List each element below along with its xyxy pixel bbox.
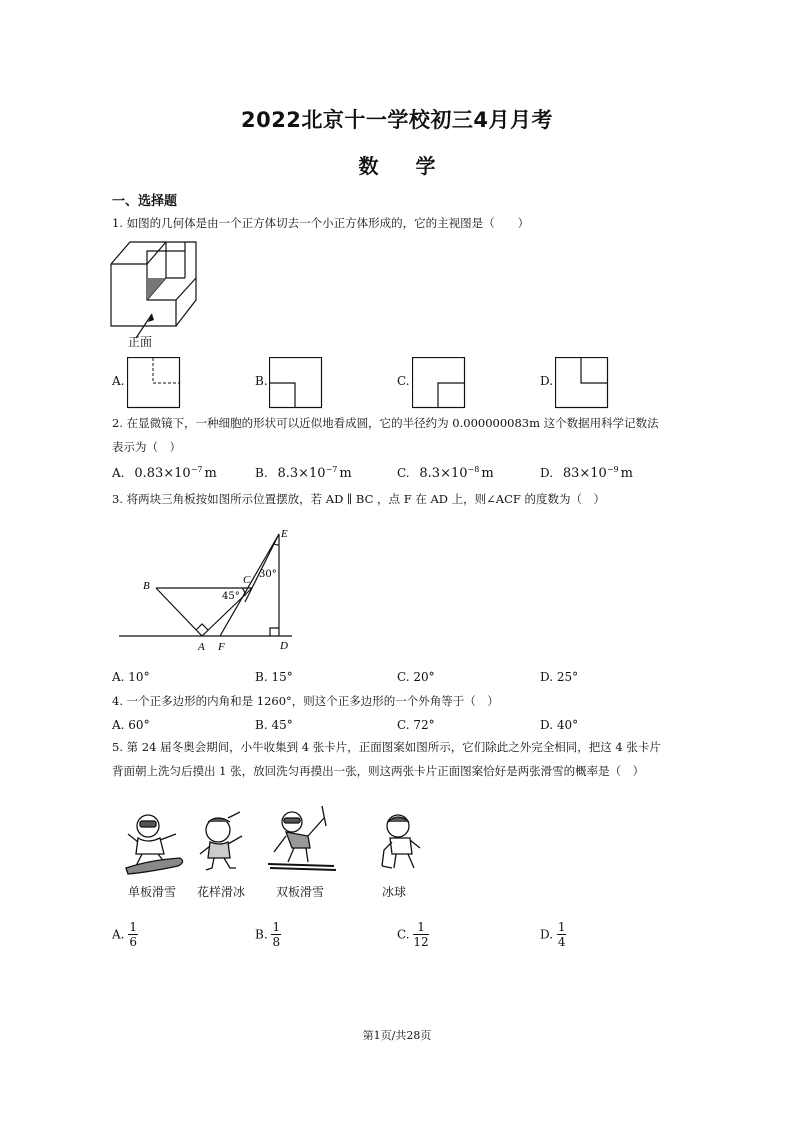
q5-option-d[interactable] (540, 920, 566, 949)
q3-label-a: A (198, 641, 205, 653)
q2-option-a-exponent: −7 (190, 465, 203, 474)
q2-option-a-letter: A. (112, 466, 125, 480)
q5-option-c-letter: C. (397, 927, 410, 942)
q1-option-d-label: D. (540, 374, 554, 388)
q1-option-d-figure[interactable] (555, 357, 609, 409)
q1-option-a-label: A. (112, 374, 125, 388)
q3-label-d: D (280, 640, 288, 652)
q2-option-d-mantissa: 83×10 (562, 466, 607, 481)
question-2-line1: 2. 在显微镜下，一种细胞的形状可以近似地看成圆，它的半径约为 0.000000083m 这个数据用科学记数法 (112, 416, 659, 430)
q1-solid-figure (108, 238, 200, 356)
question-3-text: 3. 将两块三角板按如图所示位置摆放，若 AD ∥ BC ，点 F 在 AD 上，则∠ACF 的度数为（ ） (112, 492, 606, 506)
q2-option-a[interactable] (112, 465, 217, 481)
q5-option-c-numerator: 1 (413, 920, 428, 935)
page-title: 2022北京十一学校初三4月月考 (240, 108, 554, 132)
q2-option-c[interactable] (397, 465, 494, 481)
q2-option-a-mantissa: 0.83×10 (134, 466, 191, 481)
q5-option-b-denominator: 8 (272, 935, 281, 949)
q2-option-d-unit: m (620, 466, 633, 481)
q2-option-b-exponent: −7 (325, 465, 338, 474)
q5-option-d-denominator: 4 (557, 935, 566, 949)
q2-option-b-unit: m (339, 466, 352, 481)
question-5-line2: 背面朝上洗匀后摸出 1 张，放回洗匀再摸出一张，则这两张卡片正面图案恰好是两张滑雪的概率是（ ） (112, 764, 645, 778)
q3-triangle-figure (112, 522, 302, 658)
page-footer: 第1页/共28页 (362, 1029, 432, 1042)
card-label-figure-skating: 花样滑冰 (197, 885, 246, 899)
q4-option-d[interactable]: D. 40° (540, 718, 579, 732)
q5-option-d-numerator: 1 (557, 920, 566, 934)
q5-option-b-fraction (271, 920, 281, 949)
q1-option-a-figure[interactable] (127, 357, 181, 409)
q3-label-e: E (281, 528, 288, 540)
q3-option-a[interactable]: A. 10° (112, 670, 150, 684)
q5-option-d-fraction (557, 920, 567, 949)
q2-option-d-letter: D. (540, 466, 554, 480)
q5-option-a-numerator: 1 (129, 920, 137, 934)
q2-option-c-letter: C. (397, 466, 410, 480)
q2-option-c-exponent: −8 (467, 465, 480, 474)
q5-option-a-denominator: 6 (129, 935, 137, 949)
q1-option-c-figure[interactable] (412, 357, 466, 409)
q3-angle-30: 30° (259, 569, 277, 580)
question-4-text: 4. 一个正多边形的内角和是 1260°，则这个正多边形的一个外角等于（ ） (112, 694, 499, 708)
subject-title: 数 学 (358, 154, 436, 178)
card-label-ski: 双板滑雪 (276, 885, 325, 899)
q2-option-b[interactable] (255, 465, 352, 481)
section-heading: 一、选择题 (112, 194, 178, 209)
q1-option-b-label: B. (255, 374, 268, 388)
q3-option-c[interactable]: C. 20° (397, 670, 435, 684)
q5-option-c-fraction (413, 920, 428, 949)
q1-option-b-figure[interactable] (269, 357, 323, 409)
question-5-line1: 5. 第 24 届冬奥会期间，小牛收集到 4 张卡片，正面图案如图所示，它们除此之外完全相同，把这 4 张卡片 (112, 740, 661, 754)
q5-option-a-letter: A. (112, 927, 125, 942)
card-label-snowboard: 单板滑雪 (128, 885, 177, 899)
q5-option-a[interactable] (112, 920, 138, 949)
q2-option-d-exponent: −9 (606, 465, 619, 474)
q5-option-d-letter: D. (540, 927, 554, 942)
q2-option-a-unit: m (204, 466, 217, 481)
q3-option-b[interactable]: B. 15° (255, 670, 293, 684)
snowboard-icon (120, 808, 188, 876)
q5-option-c-denominator: 12 (413, 935, 429, 949)
q3-label-c: C (243, 574, 251, 586)
q3-label-b: B (143, 580, 150, 592)
ski-icon (264, 802, 338, 876)
ice-hockey-icon (374, 808, 430, 876)
front-label: 正面 (128, 335, 153, 349)
q2-option-c-unit: m (481, 466, 494, 481)
question-2-line2: 表示为（ ） (112, 440, 181, 454)
q4-option-b[interactable]: B. 45° (255, 718, 293, 732)
q2-option-c-mantissa: 8.3×10 (419, 466, 468, 481)
q5-option-c[interactable] (397, 920, 429, 949)
q5-option-b-numerator: 1 (272, 920, 281, 934)
q2-option-b-mantissa: 8.3×10 (277, 466, 326, 481)
card-label-ice-hockey: 冰球 (382, 885, 407, 899)
q1-option-c-label: C. (397, 374, 410, 388)
q2-option-d[interactable] (540, 465, 633, 481)
q3-angle-45: 45° (222, 591, 240, 602)
q5-option-b[interactable] (255, 920, 281, 949)
q3-option-d[interactable]: D. 25° (540, 670, 579, 684)
q5-option-b-letter: B. (255, 927, 268, 942)
q2-option-b-letter: B. (255, 466, 268, 480)
q4-option-c[interactable]: C. 72° (397, 718, 435, 732)
q4-option-a[interactable]: A. 60° (112, 718, 150, 732)
question-1-text: 1. 如图的几何体是由一个正方体切去一个小正方体形成的，它的主视图是（ ） (112, 216, 530, 230)
q3-label-f: F (218, 641, 225, 653)
figure-skating-icon (192, 808, 250, 876)
q5-option-a-fraction (128, 920, 138, 949)
